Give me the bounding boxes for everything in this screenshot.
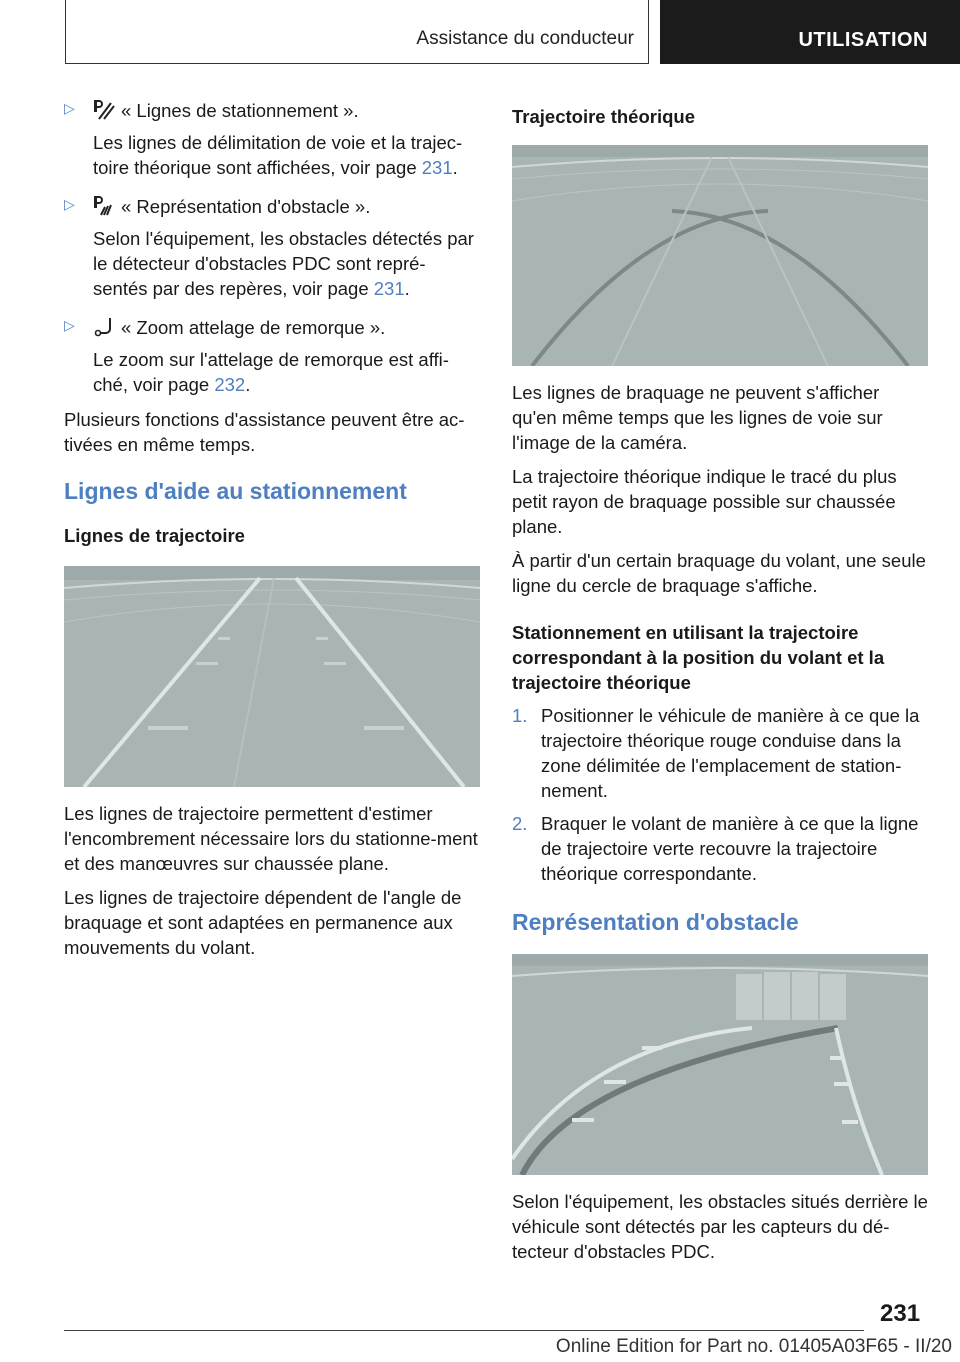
bullet-body: Le zoom sur l'attelage de remorque est affi-ché, voir page bbox=[93, 349, 449, 395]
step-item bbox=[512, 811, 928, 886]
bullet-triangle-icon: ▷ bbox=[64, 100, 75, 116]
step-text: Positionner le véhicule de manière à ce que la trajectoire théorique rouge conduise dans la zone délimitée de l'emplacement de station-nement. bbox=[541, 705, 920, 801]
bullet-body: Les lignes de délimitation de voie et la trajec-toire théorique sont affichées, voir page bbox=[93, 132, 463, 178]
footer-edition: Online Edition for Part no. 01405A03F65 - II/20 bbox=[555, 1336, 952, 1357]
footer-divider bbox=[64, 1330, 864, 1331]
step-number: 1. bbox=[512, 705, 528, 726]
bullet-trailer-zoom: ▷ « Zoom attelage de remorque ». Le zoom sur l'attelage de remorque est affi-ché, voir page 232. bbox=[64, 317, 449, 395]
paragraph: À partir d'un certain braquage du volant, une seule ligne du cercle de braquage s'affiche. bbox=[512, 550, 926, 596]
obstacle-representation-figure bbox=[512, 954, 928, 1175]
bullet-obstacle-representation: ▷ « Représentation d'obstacle ». Selon l'équipement, les obstacles détectés par le détecteur d'obstacles PDC sont repré-sentés par des repères, voir page 231. bbox=[64, 196, 474, 299]
paragraph: Les lignes de braquage ne peuvent s'afficher qu'en même temps que les lignes de voie sur l'image de la caméra. bbox=[512, 382, 883, 453]
step-number: 2. bbox=[512, 813, 528, 834]
page-link[interactable]: 232 bbox=[214, 374, 246, 395]
step-item bbox=[512, 703, 928, 803]
paragraph: La trajectoire théorique indique le tracé du plus petit rayon de braquage possible sur chaussée plane. bbox=[512, 466, 897, 537]
step-text: Braquer le volant de manière à ce que la ligne de trajectoire verte recouvre la trajectoire théorique correspondante. bbox=[541, 813, 919, 884]
paragraph: Les lignes de trajectoire dépendent de l'angle de braquage et sont adaptées en permanence aux mouvements du volant. bbox=[64, 887, 462, 958]
header-chapter-title: UTILISATION bbox=[798, 29, 928, 51]
left-column bbox=[64, 98, 480, 969]
page-number: 231 bbox=[880, 1300, 921, 1327]
subheading-parking-procedure: Stationnement en utilisant la trajectoire correspondant à la position du volant et la trajectoire théorique bbox=[512, 622, 885, 693]
subheading-trajectory-lines: Lignes de trajectoire bbox=[64, 525, 245, 546]
right-column bbox=[512, 98, 928, 1273]
subheading-theoretical-trajectory: Trajectoire théorique bbox=[512, 106, 695, 127]
paragraph-multiple-functions: Plusieurs fonctions d'assistance peuvent être ac-tivées en même temps. bbox=[64, 409, 465, 455]
paragraph: Les lignes de trajectoire permettent d'estimer l'encombrement nécessaire lors du stationne-ment et des manœuvres sur chaussée plane. bbox=[64, 803, 478, 874]
trailer-hitch-zoom-icon bbox=[93, 317, 115, 337]
header-section-title: Assistance du conducteur bbox=[416, 28, 634, 49]
header-chapter-box bbox=[660, 0, 960, 64]
bullet-triangle-icon: ▷ bbox=[64, 317, 75, 333]
theoretical-trajectory-figure bbox=[512, 145, 928, 366]
bullet-triangle-icon: ▷ bbox=[64, 196, 75, 212]
page-link[interactable]: 231 bbox=[421, 157, 453, 178]
bullet-body: Selon l'équipement, les obstacles détectés par le détecteur d'obstacles PDC sont repré-sentés par des repères, voir page bbox=[93, 228, 474, 299]
bullet-parking-lines: ▷ « Lignes de stationnement ». Les lignes de délimitation de voie et la trajec-toire théorique sont affichées, voir page 231. bbox=[64, 100, 463, 178]
section-heading-obstacle-representation: Représentation d'obstacle bbox=[512, 909, 799, 935]
bullet-head: « Lignes de stationnement ». bbox=[121, 100, 359, 121]
header-section-box bbox=[65, 0, 649, 64]
section-heading-parking-aid-lines: Lignes d'aide au stationnement bbox=[64, 478, 407, 504]
bullet-head: « Zoom attelage de remorque ». bbox=[121, 317, 386, 338]
bullet-head: « Représentation d'obstacle ». bbox=[121, 196, 371, 217]
paragraph: Selon l'équipement, les obstacles situés derrière le véhicule sont détectés par les capteurs du dé-tecteur d'obstacles PDC. bbox=[512, 1191, 928, 1262]
parking-lines-icon bbox=[93, 100, 115, 120]
trajectory-lines-figure bbox=[64, 566, 480, 787]
page-link[interactable]: 231 bbox=[373, 278, 405, 299]
obstacle-representation-icon bbox=[93, 196, 115, 216]
